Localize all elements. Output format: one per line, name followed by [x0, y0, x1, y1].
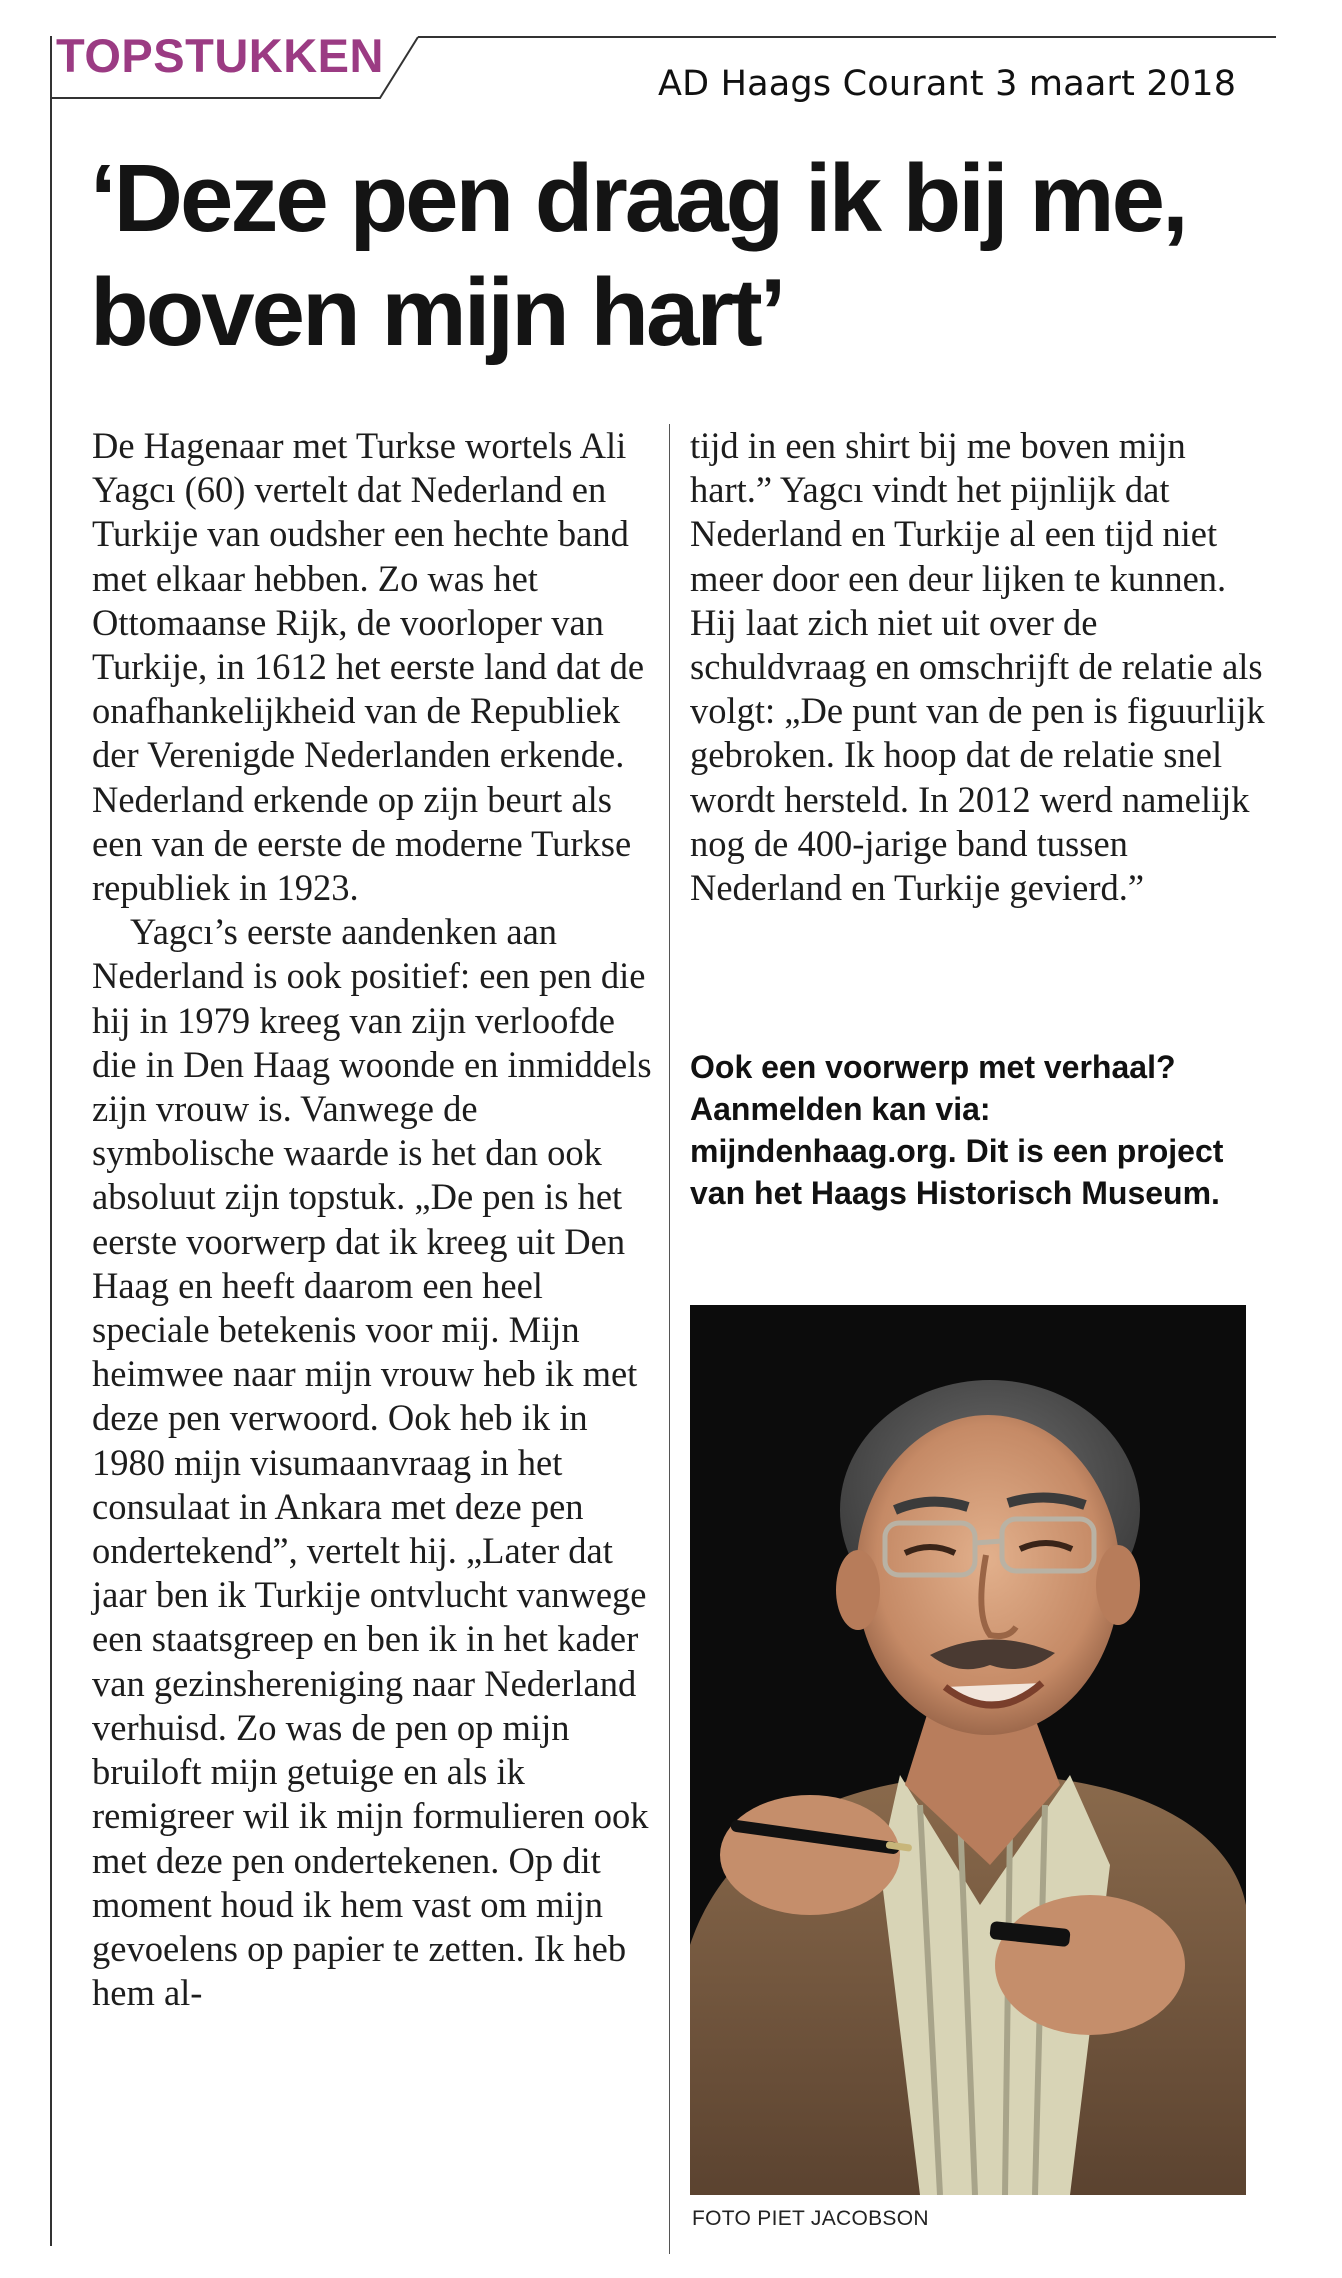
body-paragraph: tijd in een shirt bij me boven mijn hart.” Yagcı vindt het pijnlijk dat Nederland en Turkije al een tijd niet meer door een deur lijken te kunnen. Hij laat zich niet uit over de schuldvraag en omschrijft de relatie als volgt: „De punt van de pen is figuurlijk gebroken. Ik hoop dat de relatie snel wordt hersteld. In 2012 werd namelijk nog de 400-jarige band tussen Nederland en Turkije gevierd.”	[690, 425, 1265, 909]
body-paragraph: Yagcı’s eerste aandenken aan Nederland is ook positief: een pen die hij in 1979 kreeg van zijn verloofde die in Den Haag woonde en inmiddels zijn vrouw is. Vanwege de symbolische waarde is het dan ook absoluut zijn topstuk. „De pen is het eerste voorwerp dat ik kreeg uit Den Haag en heeft daarom een heel speciale betekenis voor mij. Mijn heimwee naar mijn vrouw heb ik met deze pen verwoord. Ook heb ik in 1980 mijn visumaanvraag in het consulaat in Ankara met deze pen ondertekend”, vertelt hij. „Later dat jaar ben ik Turkije ontvlucht vanwege een staatsgreep en ben ik in het kader van gezinshereniging naar Nederland verhuisd. Zo was de pen op mijn bruiloft mijn getuige en als ik remigreer wil ik mijn formulieren ook met deze pen ondertekenen. Op dit moment houd ik hem vast om mijn gevoelens op papier te zetten. Ik heb hem al-	[92, 911, 652, 2014]
article-column-left	[92, 424, 652, 2015]
left-margin-rule	[50, 36, 52, 2246]
article-column-right	[690, 424, 1270, 910]
section-label: TOPSTUKKEN	[56, 29, 384, 82]
photo-credit: FOTO PIET JACOBSON	[692, 2207, 929, 2230]
headline: ‘Deze pen draag ik bij me, boven mijn hart’	[90, 145, 1186, 366]
portrait-photo	[690, 1305, 1246, 2195]
header-rule	[418, 36, 1276, 38]
portrait-illustration	[690, 1305, 1246, 2195]
source-line: AD Haags Courant 3 maart 2018	[658, 64, 1237, 104]
body-paragraph: De Hagenaar met Turkse wortels Ali Yagcı (60) vertelt dat Nederland en Turkije van oudsher een hechte band met elkaar hebben. Zo was het Ottomaanse Rijk, de voorloper van Turkije, in 1612 het eerste land dat de onafhankelijkheid van de Republiek der Verenigde Nederlanden erkende. Nederland erkende op zijn beurt als een van de eerste de moderne Turkse republiek in 1923.	[92, 425, 645, 909]
column-divider	[669, 424, 670, 2254]
reader-callout: Ook een voorwerp met verhaal? Aanmelden kan via: mijndenhaag.org. Dit is een project van het Haags Historisch Museum.	[690, 1049, 1224, 1211]
